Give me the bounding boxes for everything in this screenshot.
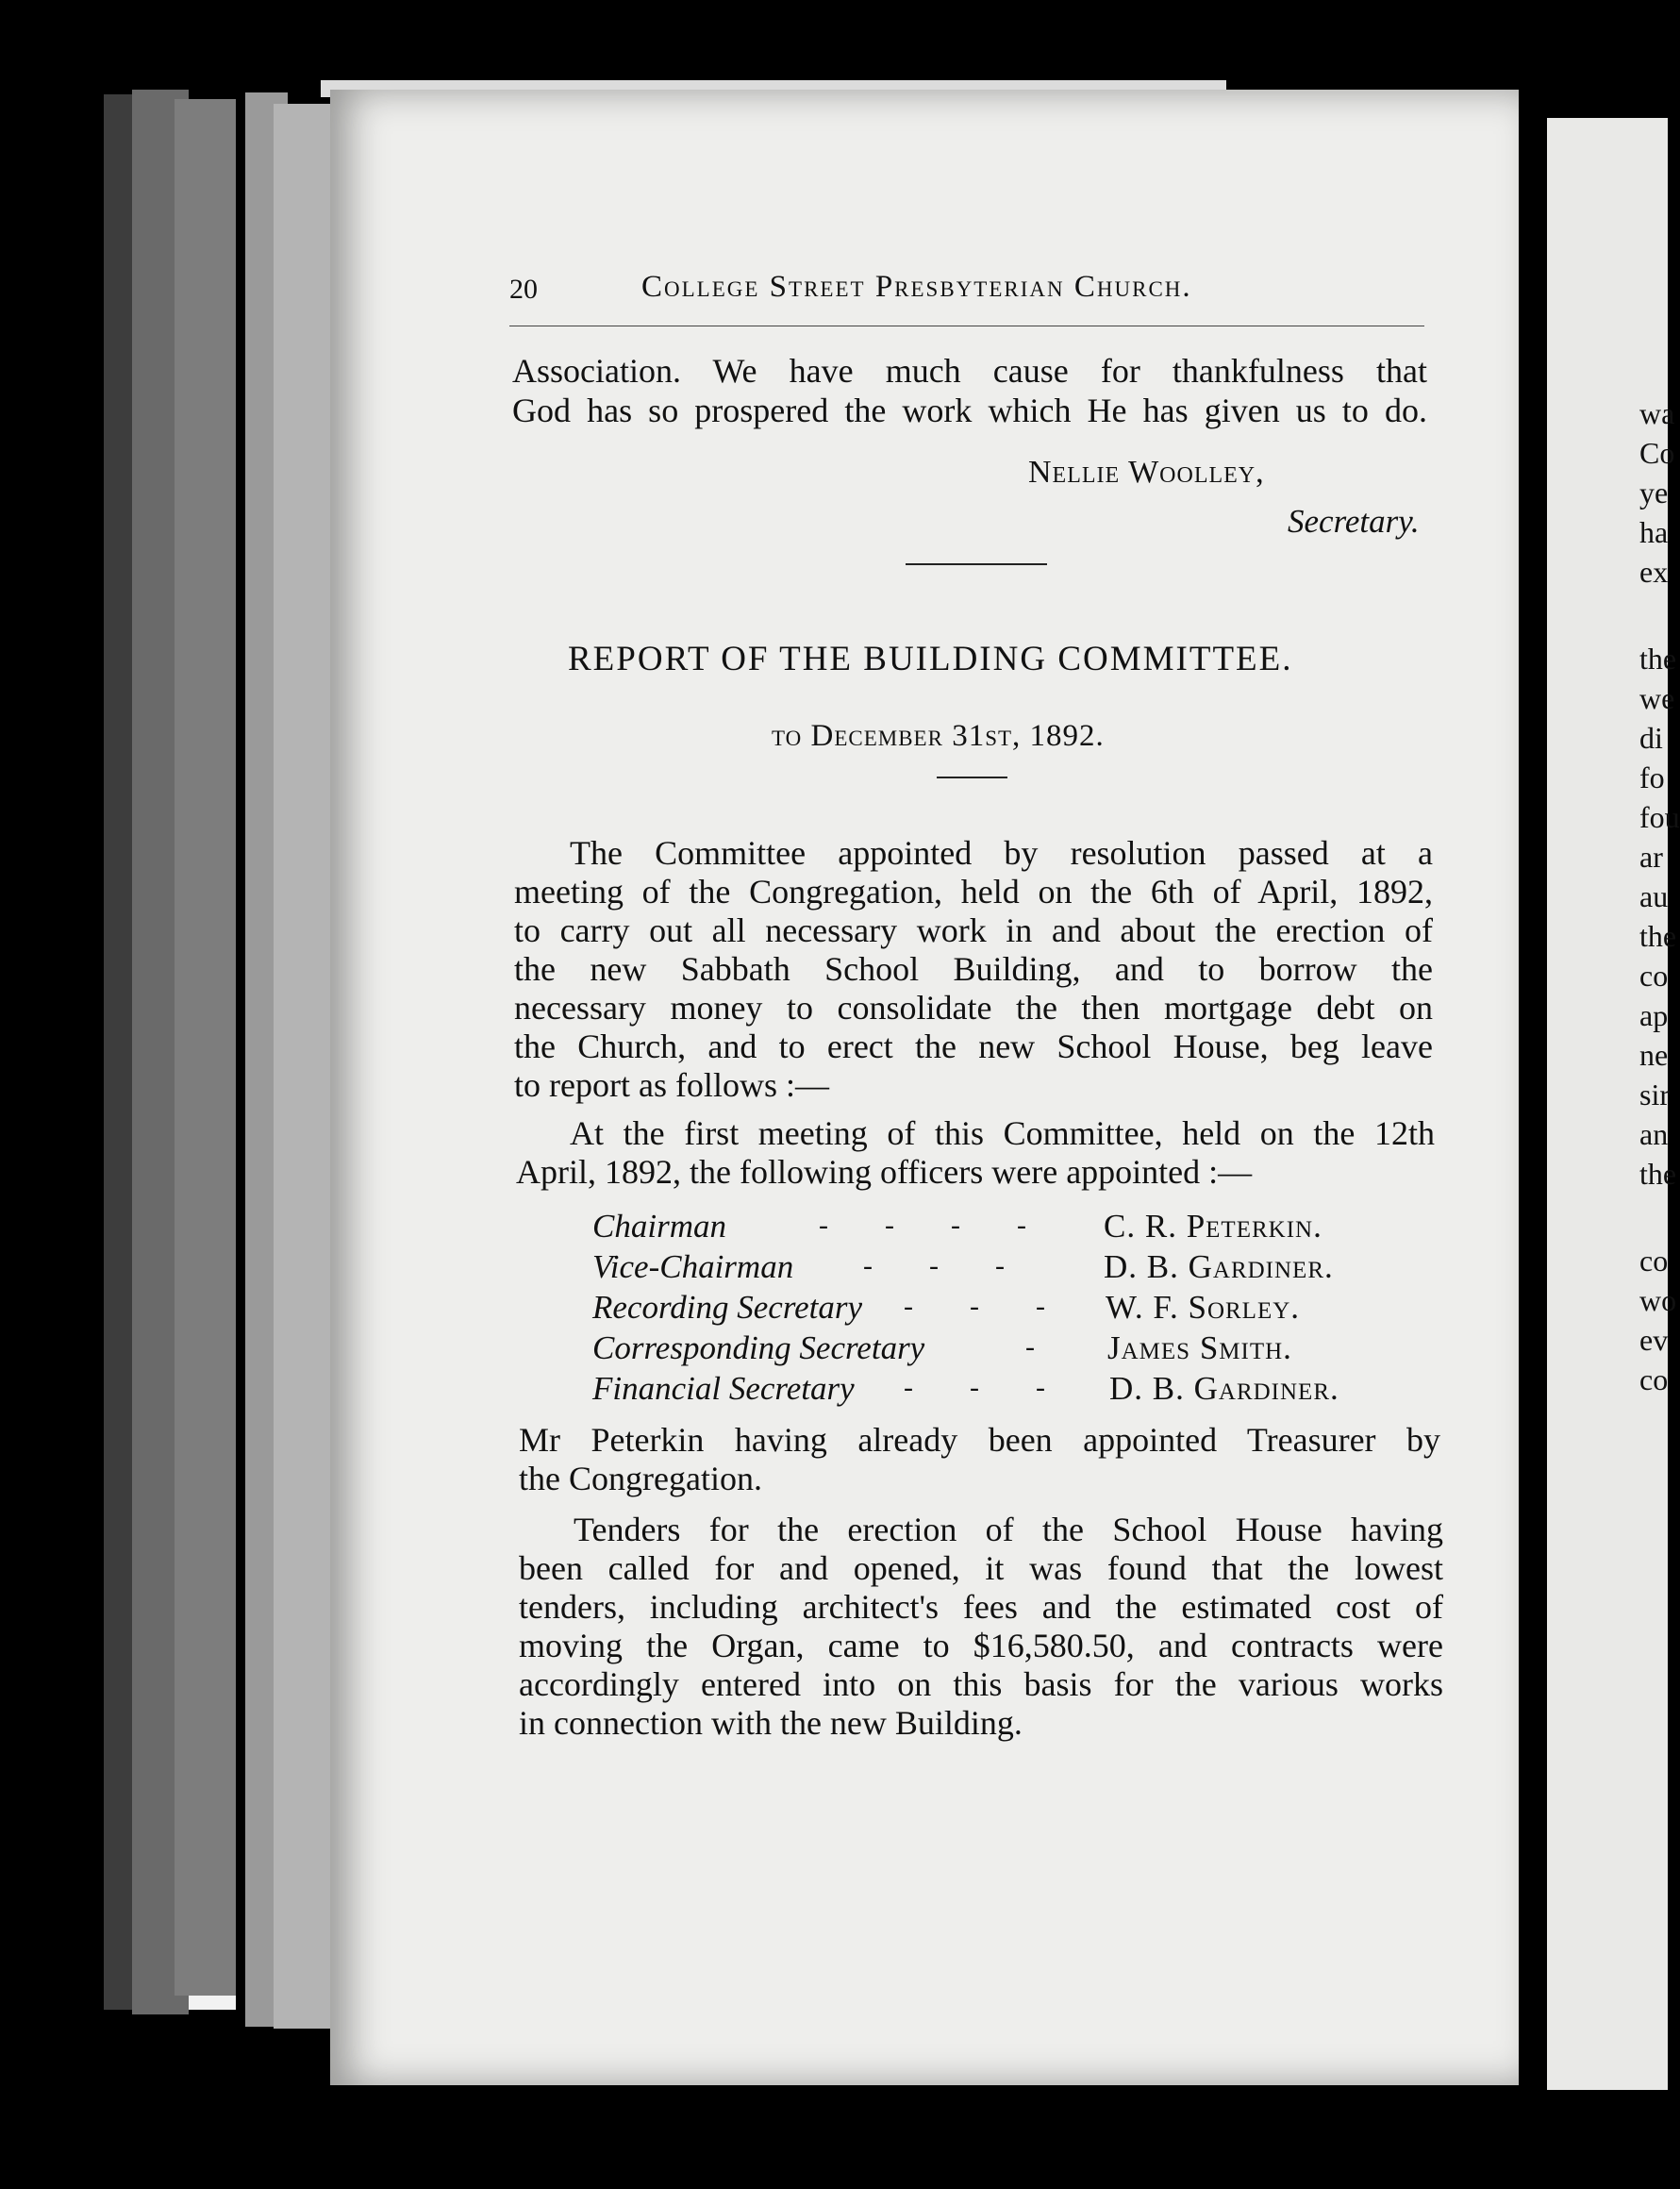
intro-line: Association. We have much cause for thankfulness that [512,352,1427,390]
paragraph-line: the Congregation. [519,1460,762,1497]
paragraph-line: necessary money to consolidate the then mortgage debt on [514,989,1433,1027]
paragraph-line: the new Sabbath School Building, and to borrow the [514,950,1433,988]
officer-role: Recording Secretary [592,1289,863,1326]
facing-page-fragment: we [1639,681,1675,715]
paragraph-line: tenders, including architect's fees and the estimated cost of [519,1588,1443,1626]
officer-role: Corresponding Secretary [592,1329,925,1366]
signature-name: Nellie Woolley, [1028,455,1265,490]
page-stack-edge [175,99,236,1996]
facing-page-fragment: co [1639,959,1669,993]
facing-page-fragment: co [1639,1362,1669,1396]
officer-role: Financial Secretary [592,1370,855,1407]
intro-line: God has so prospered the work which He has given us to do. [512,392,1427,429]
paragraph-line: meeting of the Congregation, held on the 6th of April, 1892, [514,873,1433,911]
facing-page-fragment: the [1639,919,1677,953]
officer-name: C. R. Peterkin. [1104,1208,1322,1245]
facing-page-fragment: Co [1639,436,1675,470]
leader-dashes: - - - [904,1372,1045,1403]
section-divider [937,777,1007,778]
facing-page-fragment: ex [1639,555,1669,589]
paragraph-line: moving the Organ, came to $16,580.50, and contracts were [519,1627,1443,1664]
report-subtitle: to December 31st, 1892. [772,719,1105,753]
leader-dashes: - [1025,1331,1035,1362]
facing-page-fragment: ha [1639,515,1669,549]
officer-name: W. F. Sorley. [1106,1289,1301,1326]
officer-role: Vice-Chairman [592,1248,794,1285]
paragraph-line: the Church, and to erect the new School House, beg leave [514,1028,1433,1065]
officer-role: Chairman [592,1208,726,1245]
paragraph-line: Mr Peterkin having already been appointed Treasurer by [519,1421,1440,1459]
paragraph-line: to carry out all necessary work in and about the erection of [514,911,1433,949]
facing-page-fragment: the [1639,1157,1677,1191]
facing-page-fragment: co [1639,1244,1669,1278]
paragraph-line: to report as follows :— [514,1066,829,1104]
paragraph-line: accordingly entered into on this basis for the various works [519,1665,1443,1703]
leader-dashes: - - - [863,1250,1005,1281]
leader-dashes: - - - - [819,1210,1026,1241]
officer-name: James Smith. [1107,1329,1292,1366]
report-title: REPORT OF THE BUILDING COMMITTEE. [568,640,1293,678]
facing-page-fragment: fou [1639,800,1680,834]
facing-page-fragment: di [1639,721,1663,755]
running-head-title: College Street Presbyterian Church. [641,270,1192,304]
facing-page-fragment: fo [1639,760,1665,794]
paragraph-line: been called for and opened, it was found that the lowest [519,1549,1443,1587]
facing-page-fragment: ap [1639,998,1669,1032]
facing-page-fragment: ne [1639,1038,1669,1072]
section-divider [906,563,1047,565]
page-number: 20 [509,274,538,305]
signature-title: Secretary. [1288,503,1420,540]
paragraph-line: The Committee appointed by resolution passed at a [570,834,1433,872]
officer-name: D. B. Gardiner. [1109,1370,1339,1407]
facing-page-fragment: ev [1639,1323,1669,1357]
facing-page-fragment: the [1639,642,1677,676]
officer-name: D. B. Gardiner. [1104,1248,1334,1285]
facing-page-fragment: wa [1639,396,1675,430]
paragraph-line: Tenders for the erection of the School House having [574,1511,1443,1548]
facing-page-fragment: ar [1639,840,1663,874]
facing-page-fragment: wo [1639,1283,1677,1317]
leader-dashes: - - - [904,1291,1045,1322]
paragraph-line: April, 1892, the following officers were appointed :— [516,1153,1253,1191]
paragraph-line: in connection with the new Building. [519,1704,1023,1742]
facing-page-fragment: au [1639,879,1669,913]
facing-page-fragment: an [1639,1117,1669,1151]
facing-page-fragment: ye [1639,476,1669,510]
paragraph-line: At the first meeting of this Committee, held on the 12th [570,1114,1435,1152]
facing-page-fragment: sir [1639,1078,1670,1111]
